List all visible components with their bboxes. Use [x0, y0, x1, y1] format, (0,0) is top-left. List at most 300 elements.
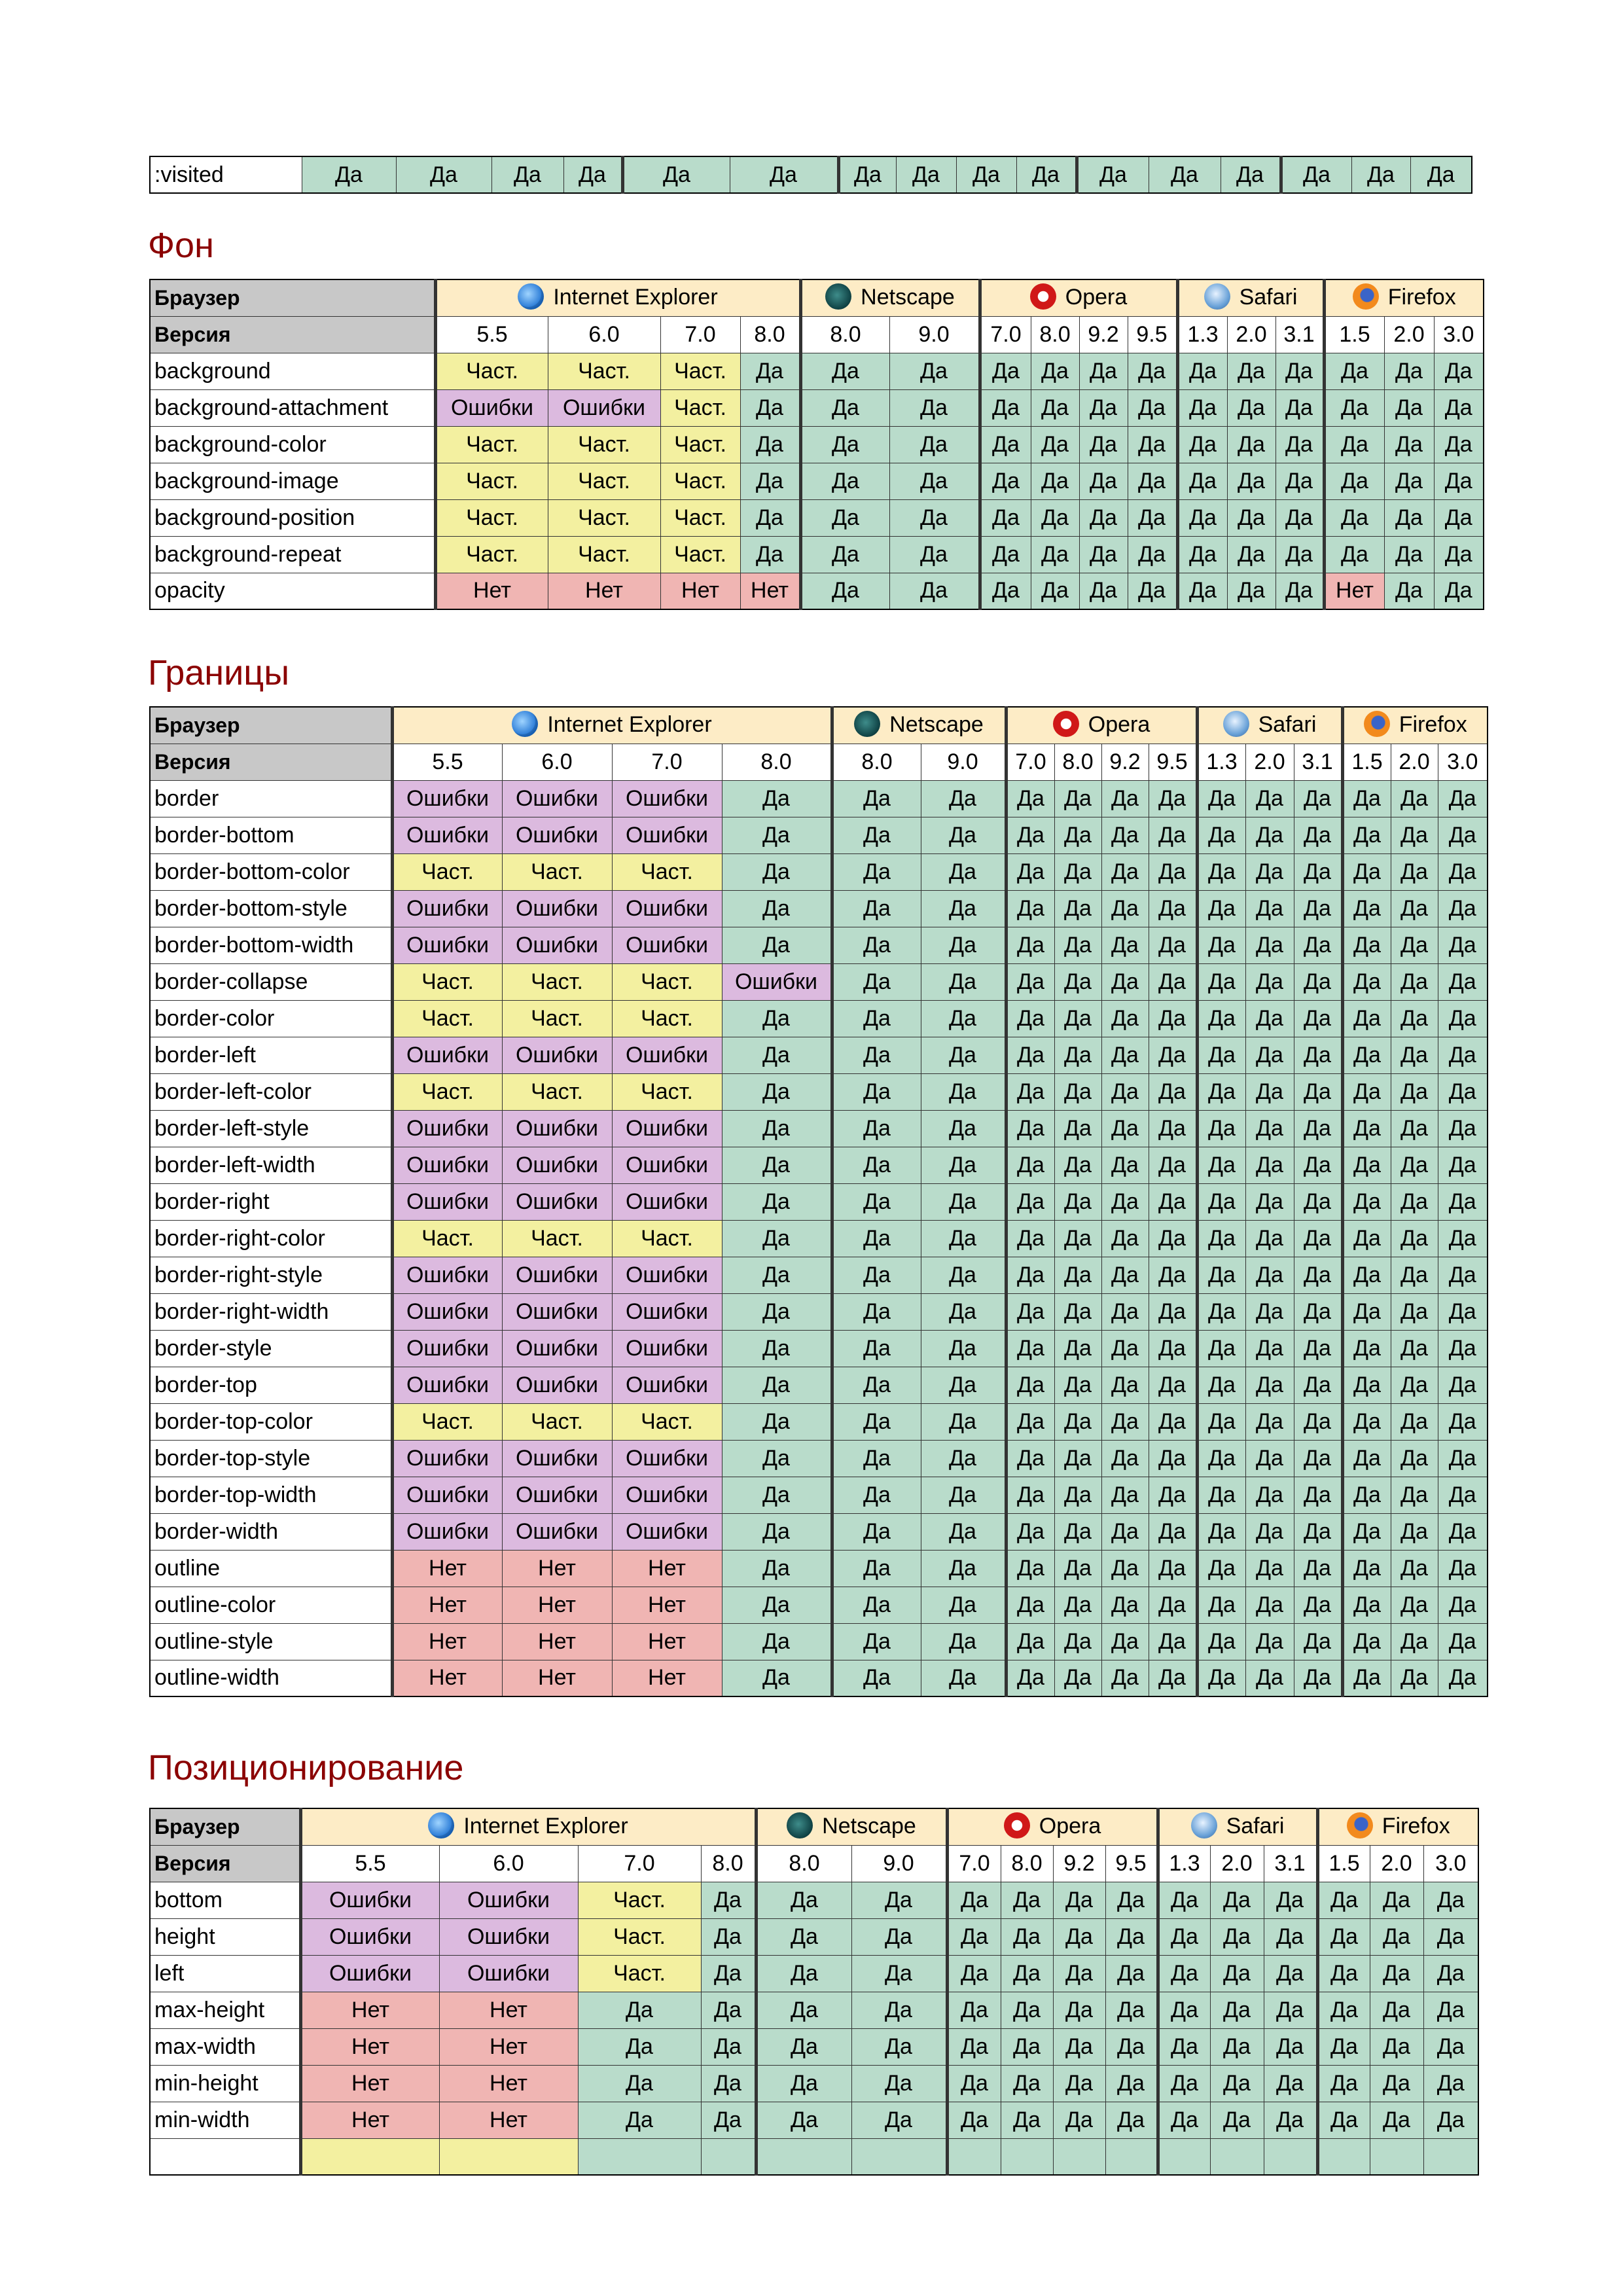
status-cell: Да [1197, 1220, 1245, 1257]
table-row [150, 1623, 1488, 1660]
status-cell: Ошибки [392, 1147, 502, 1183]
browser-header [1324, 279, 1484, 316]
status-cell: Да [1006, 1440, 1054, 1477]
status-cell: Част. [612, 1403, 722, 1440]
table-row [150, 1367, 1488, 1403]
status-cell: Да [832, 963, 921, 1000]
status-cell: Да [1079, 536, 1128, 573]
status-cell: Ошибки [502, 1110, 612, 1147]
status-cell: Част. [502, 1000, 612, 1037]
status-cell: Ошибки [392, 1513, 502, 1550]
version-cell: 8.0 [756, 1845, 851, 1882]
status-cell: Ошибки [439, 1882, 578, 1918]
property-name: border-style [150, 1330, 392, 1367]
status-cell: Да [1054, 853, 1101, 890]
status-cell: Да [1006, 1220, 1054, 1257]
status-cell: Да [1294, 1623, 1342, 1660]
status-cell: Да [1324, 389, 1384, 426]
property-name: max-height [150, 1992, 300, 2028]
status-cell: Да [921, 1110, 1006, 1147]
property-name: border-bottom [150, 817, 392, 853]
status-cell: Да [980, 353, 1031, 389]
status-cell: Да [1006, 1293, 1054, 1330]
table-row [150, 927, 1488, 963]
version-cell: 9.5 [1149, 744, 1197, 780]
status-cell: Ошибки [502, 1147, 612, 1183]
status-cell: Да [1438, 1330, 1488, 1367]
status-cell: Да [1438, 1257, 1488, 1293]
status-cell: Да [921, 1477, 1006, 1513]
status-cell: Нет [300, 2028, 439, 2065]
status-cell: Да [1158, 2028, 1210, 2065]
status-cell: Да [1245, 1073, 1294, 1110]
status-cell: Да [1197, 1000, 1245, 1037]
status-cell: Да [1294, 780, 1342, 817]
status-cell: Да [1294, 1403, 1342, 1440]
status-cell: Част. [502, 853, 612, 890]
property-name: border-width [150, 1513, 392, 1550]
status-cell [1158, 2138, 1210, 2175]
status-cell: Да [1342, 1110, 1391, 1147]
status-cell: Ошибки [612, 1257, 722, 1293]
version-cell: 8.0 [1054, 744, 1101, 780]
status-cell: Да [889, 353, 980, 389]
status-cell: Да [1434, 536, 1484, 573]
status-cell: Част. [578, 1955, 701, 1992]
status-cell: Част. [578, 1882, 701, 1918]
status-cell: Да [921, 1257, 1006, 1293]
status-cell: Да [1128, 536, 1177, 573]
status-cell [1423, 2138, 1478, 2175]
status-cell: Да [1245, 1550, 1294, 1587]
status-cell: Да [921, 1220, 1006, 1257]
status-cell: Да [1177, 463, 1227, 499]
firefox-icon [1353, 283, 1379, 310]
status-cell: Част. [612, 1220, 722, 1257]
status-cell: Да [1391, 1440, 1438, 1477]
status-cell: Да [1006, 1550, 1054, 1587]
status-cell: Да [1128, 426, 1177, 463]
status-cell: Да [740, 426, 800, 463]
status-cell: Да [889, 463, 980, 499]
status-cell: Да [1054, 1330, 1101, 1367]
status-cell: Да [1210, 1992, 1264, 2028]
table-row [150, 1257, 1488, 1293]
status-cell: Да [1294, 1513, 1342, 1550]
status-cell: Да [947, 2028, 1001, 2065]
status-cell: Да [1264, 1882, 1317, 1918]
status-cell: Нет [548, 573, 660, 609]
status-cell: Да [1006, 1477, 1054, 1513]
version-cell: 9.2 [1079, 316, 1128, 353]
status-cell: Да [1434, 426, 1484, 463]
firefox-icon [1347, 1812, 1373, 1839]
version-cell: 2.0 [1370, 1845, 1423, 1882]
status-cell: Да [1438, 1147, 1488, 1183]
status-cell: Да [1006, 1257, 1054, 1293]
status-cell: Да [1384, 499, 1434, 536]
browser-name: Opera [1065, 284, 1128, 310]
status-cell: Да [1245, 1147, 1294, 1183]
status-cell: Част. [435, 463, 548, 499]
status-cell: Да [1197, 1330, 1245, 1367]
status-cell: Ошибки [392, 1330, 502, 1367]
status-cell: Да [1370, 2065, 1423, 2102]
status-cell: Част. [435, 353, 548, 389]
status-cell: Да [1001, 2065, 1053, 2102]
status-cell: Да [1317, 2065, 1370, 2102]
status-cell: Да [1438, 890, 1488, 927]
status-cell: Да [921, 1587, 1006, 1623]
status-cell: Да [851, 1955, 947, 1992]
status-cell: Ошибки [392, 1257, 502, 1293]
status-cell: Да [1006, 1403, 1054, 1440]
status-cell: Да [1054, 1403, 1101, 1440]
status-cell: Ошибки [435, 389, 548, 426]
status-cell: Да [1438, 1293, 1488, 1330]
status-cell: Да [1370, 1918, 1423, 1955]
visited-table [149, 156, 1472, 194]
status-cell: Да [1342, 1477, 1391, 1513]
status-cell: Да [1294, 1550, 1342, 1587]
status-cell: Да [1101, 817, 1149, 853]
status-cell: Част. [435, 426, 548, 463]
status-cell: Да [832, 817, 921, 853]
status-cell: Да [1197, 1257, 1245, 1293]
status-cell: Да [722, 1550, 832, 1587]
status-cell: Да [980, 426, 1031, 463]
status-cell: Да [1054, 1000, 1101, 1037]
status-cell: Да [896, 156, 956, 193]
status-cell: Да [1053, 1955, 1105, 1992]
status-cell: Да [1294, 1367, 1342, 1403]
status-cell: Да [1079, 353, 1128, 389]
status-cell: Нет [392, 1623, 502, 1660]
table-row [150, 353, 1484, 389]
status-cell: Да [1149, 1440, 1197, 1477]
status-cell: Да [1245, 890, 1294, 927]
status-cell: Да [832, 1477, 921, 1513]
status-cell: Да [1105, 2102, 1158, 2138]
status-cell: Ошибки [502, 1037, 612, 1073]
status-cell: Да [1384, 353, 1434, 389]
browser-name: Netscape [889, 711, 984, 737]
browser-header [1177, 279, 1324, 316]
status-cell: Да [740, 536, 800, 573]
status-cell: Да [1149, 1367, 1197, 1403]
version-cell: 3.1 [1264, 1845, 1317, 1882]
status-cell: Да [1101, 927, 1149, 963]
status-cell: Нет [439, 2102, 578, 2138]
version-cell: 8.0 [740, 316, 800, 353]
status-cell: Да [1177, 353, 1227, 389]
status-cell: Да [1177, 389, 1227, 426]
status-cell: Част. [612, 1000, 722, 1037]
status-cell: Да [722, 1257, 832, 1293]
status-cell: Да [1001, 2028, 1053, 2065]
status-cell: Да [1053, 1918, 1105, 1955]
status-cell: Да [1006, 963, 1054, 1000]
status-cell: Да [740, 353, 800, 389]
browser-name: Firefox [1399, 711, 1467, 737]
status-cell: Да [1294, 1587, 1342, 1623]
status-cell: Да [1016, 156, 1077, 193]
status-cell: Да [1275, 426, 1324, 463]
status-cell: Да [1197, 1037, 1245, 1073]
status-cell: Да [1245, 963, 1294, 1000]
status-cell: Да [722, 1440, 832, 1477]
status-cell [439, 2138, 578, 2175]
status-cell: Част. [660, 353, 740, 389]
status-cell: Да [1149, 1623, 1197, 1660]
status-cell: Ошибки [612, 1037, 722, 1073]
browser-header-row [150, 1808, 1478, 1845]
property-name: border-color [150, 1000, 392, 1037]
status-cell: Част. [548, 463, 660, 499]
status-cell: Да [1006, 1037, 1054, 1073]
status-cell: Да [1158, 1918, 1210, 1955]
status-cell: Да [1342, 1550, 1391, 1587]
status-cell: Да [1101, 1587, 1149, 1623]
status-cell: Да [1342, 1587, 1391, 1623]
status-cell: Да [1342, 1037, 1391, 1073]
status-cell: Да [921, 1440, 1006, 1477]
status-cell: Да [1197, 1110, 1245, 1147]
browser-name: Internet Explorer [463, 1813, 628, 1839]
status-cell: Да [947, 1882, 1001, 1918]
status-cell: Да [1342, 890, 1391, 927]
status-cell: Ошибки [392, 1367, 502, 1403]
status-cell: Да [1294, 1147, 1342, 1183]
status-cell: Да [800, 389, 889, 426]
status-cell [1370, 2138, 1423, 2175]
status-cell: Ошибки [439, 1918, 578, 1955]
table-row [150, 963, 1488, 1000]
status-cell: Да [1275, 353, 1324, 389]
status-cell: Да [851, 1918, 947, 1955]
status-cell: Да [1128, 353, 1177, 389]
status-cell: Да [980, 573, 1031, 609]
table-row [150, 1550, 1488, 1587]
table-row [150, 1513, 1488, 1550]
browser-label: Браузер [150, 1808, 300, 1845]
status-cell: Да [1245, 1000, 1294, 1037]
status-cell: Ошибки [392, 927, 502, 963]
compat-table-positioning [149, 1808, 1479, 2176]
status-cell: Да [1197, 1403, 1245, 1440]
status-cell: Част. [392, 1220, 502, 1257]
status-cell: Да [740, 389, 800, 426]
status-cell: Да [756, 1918, 851, 1955]
status-cell: Да [1158, 2065, 1210, 2102]
status-cell: Да [1001, 2102, 1053, 2138]
status-cell: Част. [548, 353, 660, 389]
table-row [150, 1440, 1488, 1477]
status-cell: Да [1438, 1000, 1488, 1037]
property-name: border-top [150, 1367, 392, 1403]
table-row [150, 426, 1484, 463]
status-cell: Да [800, 463, 889, 499]
status-cell: Да [1158, 1882, 1210, 1918]
status-cell: Да [1294, 1440, 1342, 1477]
firefox-icon [1364, 711, 1390, 737]
status-cell: Да [889, 536, 980, 573]
status-cell: Да [1149, 156, 1221, 193]
status-cell: Да [1342, 1367, 1391, 1403]
status-cell [1317, 2138, 1370, 2175]
status-cell: Да [851, 2102, 947, 2138]
status-cell: Да [1197, 1587, 1245, 1623]
browser-header [1158, 1808, 1317, 1845]
status-cell: Да [1101, 1440, 1149, 1477]
status-cell: Да [491, 156, 563, 193]
table-row [150, 1000, 1488, 1037]
status-cell: Да [1275, 389, 1324, 426]
status-cell: Да [1006, 1660, 1054, 1696]
status-cell: Да [1384, 573, 1434, 609]
status-cell: Да [1275, 463, 1324, 499]
version-cell: 1.5 [1342, 744, 1391, 780]
status-cell: Ошибки [392, 780, 502, 817]
status-cell: Да [1001, 1882, 1053, 1918]
status-cell: Да [1245, 1440, 1294, 1477]
status-cell: Да [701, 1882, 756, 1918]
status-cell: Част. [502, 963, 612, 1000]
status-cell: Да [1245, 780, 1294, 817]
status-cell: Част. [502, 1403, 612, 1440]
status-cell: Да [1054, 890, 1101, 927]
status-cell: Да [1245, 1367, 1294, 1403]
status-cell: Да [578, 2028, 701, 2065]
status-cell: Да [1342, 817, 1391, 853]
status-cell: Част. [612, 963, 722, 1000]
status-cell: Да [1294, 927, 1342, 963]
version-cell: 9.0 [921, 744, 1006, 780]
property-name: border-left-width [150, 1147, 392, 1183]
status-cell: Ошибки [612, 927, 722, 963]
status-cell: Да [1391, 853, 1438, 890]
status-cell: Да [921, 963, 1006, 1000]
status-cell: Да [832, 1587, 921, 1623]
browser-header-row [150, 279, 1484, 316]
table-row [150, 817, 1488, 853]
status-cell: Да [1149, 963, 1197, 1000]
status-cell: Да [1006, 817, 1054, 853]
property-name: min-width [150, 2102, 300, 2138]
status-cell: Нет [740, 573, 800, 609]
status-cell: Да [947, 1955, 1001, 1992]
netscape-icon [854, 711, 880, 737]
status-cell: Да [832, 1257, 921, 1293]
status-cell: Да [1101, 1623, 1149, 1660]
property-name: background-position [150, 499, 435, 536]
status-cell: Да [1294, 1000, 1342, 1037]
status-cell: Да [1149, 1257, 1197, 1293]
table-row [150, 2028, 1478, 2065]
table-row [150, 1330, 1488, 1367]
status-cell: Ошибки [502, 1257, 612, 1293]
version-cell: 9.2 [1101, 744, 1149, 780]
table-row [150, 2065, 1478, 2102]
status-cell: Част. [392, 853, 502, 890]
status-cell: Да [1294, 963, 1342, 1000]
status-cell: Да [1031, 353, 1079, 389]
status-cell: Ошибки [502, 817, 612, 853]
status-cell: Да [1128, 499, 1177, 536]
status-cell: Част. [548, 499, 660, 536]
status-cell: Да [1128, 573, 1177, 609]
status-cell: Да [832, 1513, 921, 1550]
status-cell: Да [1245, 817, 1294, 853]
status-cell: Да [722, 1037, 832, 1073]
status-cell: Да [1245, 1330, 1294, 1367]
property-name: border-right-style [150, 1257, 392, 1293]
browser-name: Opera [1088, 711, 1150, 737]
status-cell: Да [1101, 1513, 1149, 1550]
version-cell: 1.5 [1324, 316, 1384, 353]
status-cell: Ошибки [612, 1110, 722, 1147]
property-name: bottom [150, 1882, 300, 1918]
table-row [150, 1918, 1478, 1955]
status-cell: Да [722, 1513, 832, 1550]
status-cell: Нет [502, 1660, 612, 1696]
status-cell: Да [722, 853, 832, 890]
property-name: border-top-width [150, 1477, 392, 1513]
status-cell: Ошибки [300, 1882, 439, 1918]
status-cell: Да [832, 1073, 921, 1110]
status-cell: Да [1101, 1550, 1149, 1587]
status-cell: Да [1391, 1110, 1438, 1147]
property-name: border-right-width [150, 1293, 392, 1330]
status-cell: Да [1105, 2028, 1158, 2065]
status-cell: Да [1006, 1073, 1054, 1110]
status-cell: Да [756, 2065, 851, 2102]
status-cell: Да [832, 1660, 921, 1696]
status-cell: Ошибки [502, 1367, 612, 1403]
internet-explorer-icon [512, 711, 538, 737]
table-row [150, 389, 1484, 426]
status-cell: Да [1294, 1220, 1342, 1257]
property-name: border-left [150, 1037, 392, 1073]
table-row [150, 1587, 1488, 1623]
status-cell: Да [756, 2102, 851, 2138]
status-cell: Да [1227, 426, 1275, 463]
status-cell: Да [921, 1367, 1006, 1403]
version-cell: 5.5 [435, 316, 548, 353]
status-cell: Да [832, 1220, 921, 1257]
status-cell: Да [1342, 1147, 1391, 1183]
status-cell: Да [1006, 1623, 1054, 1660]
property-name: left [150, 1955, 300, 1992]
table-row [150, 1293, 1488, 1330]
status-cell: Да [722, 1330, 832, 1367]
status-cell: Да [838, 156, 896, 193]
version-label: Версия [150, 744, 392, 780]
status-cell: Част. [392, 963, 502, 1000]
status-cell: Да [722, 927, 832, 963]
status-cell: Да [396, 156, 491, 193]
version-cell: 9.2 [1053, 1845, 1105, 1882]
status-cell: Да [921, 817, 1006, 853]
status-cell: Да [1079, 389, 1128, 426]
status-cell: Да [1149, 1660, 1197, 1696]
status-cell: Да [1101, 1000, 1149, 1037]
status-cell: Да [1434, 389, 1484, 426]
status-cell: Да [832, 1330, 921, 1367]
status-cell: Да [1245, 927, 1294, 963]
status-cell: Да [1210, 2102, 1264, 2138]
status-cell: Да [921, 853, 1006, 890]
